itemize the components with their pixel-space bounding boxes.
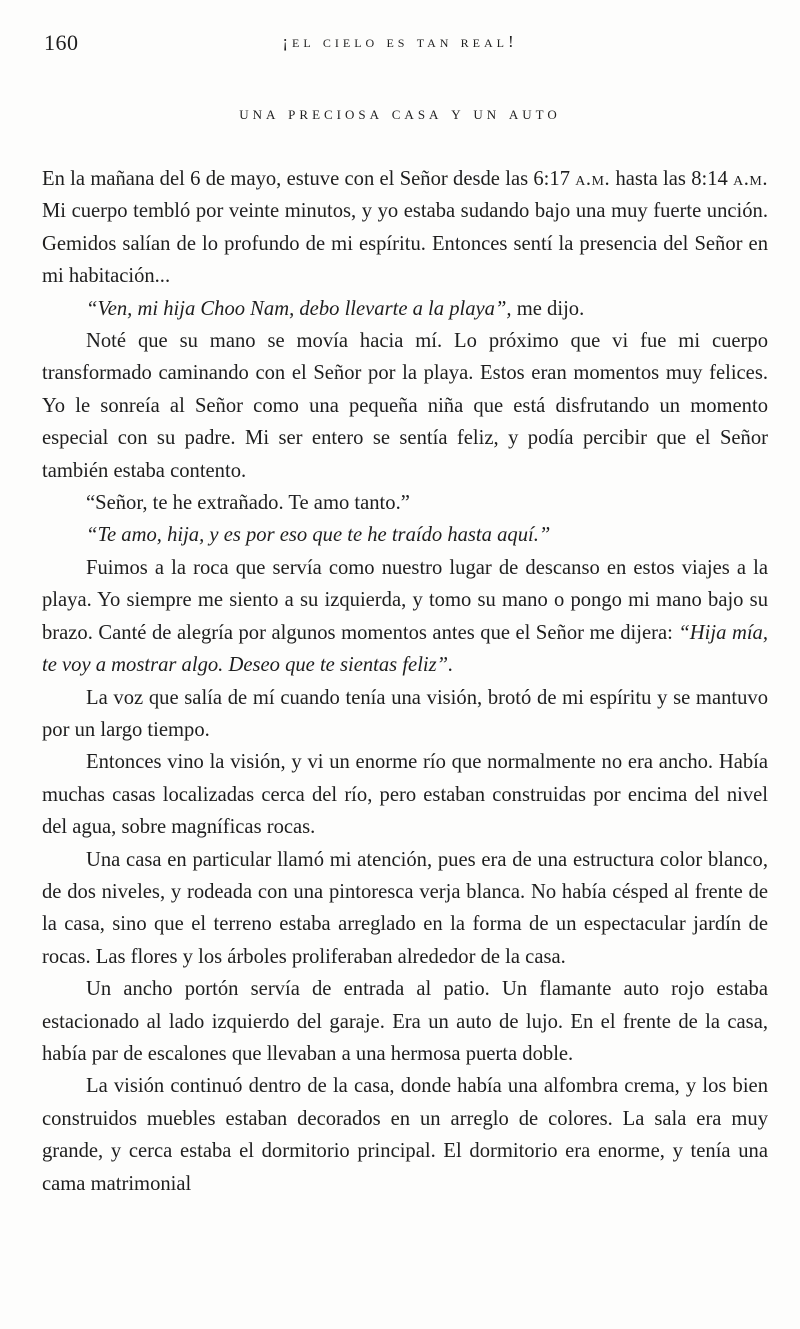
- paragraph: La voz que salía de mí cuando tenía una visión, brotó de mi espíritu y se mantuvo por un largo tiempo.: [42, 686, 768, 741]
- paragraph: [42, 163, 768, 293]
- time-abbrev: a.m.: [575, 168, 611, 190]
- italic-quote: “Hija mía, te voy a mostrar algo. Deseo que te sientas feliz”.: [42, 621, 768, 677]
- paragraph: Noté que su mano se movía hacia mí. Lo próximo que vi fue mi cuerpo transformado caminando con el Señor por la playa. Estos eran momentos muy felices. Yo le sonreía al Señor como una pequeña niña que está disfrutando un momento especial con su padre. Mi ser entero se sentía feliz, y podía percibir que el Señor también estaba contento.: [42, 330, 768, 482]
- section-title: una preciosa casa y un auto: [239, 103, 561, 124]
- paragraph-italic: “Te amo, hija, y es por eso que te he traído hasta aquí.”: [86, 524, 551, 547]
- paragraph: [42, 293, 768, 325]
- paragraph-text: Mi cuerpo tembló por veinte minutos, y yo estaba sudando bajo una muy fuerte unción. Gemidos salían de lo profundo de mi espíritu. Entonces sentí la presencia del Señor en mi habitación...: [42, 200, 768, 288]
- paragraph: Una casa en particular llamó mi atención, pues era de una estructura color blanco, de dos niveles, y rodeada con una pintoresca verja blanca. No había césped al frente de la casa, sino que el terreno estaba arreglado en la forma de un espectacular jardín de rocas. Las flores y los árboles proliferaban alrededor de la casa.: [42, 848, 768, 968]
- paragraph: [42, 552, 768, 682]
- paragraph: Entonces vino la visión, y vi un enorme río que normalmente no era ancho. Había muchas casas localizadas cerca del río, pero estaban construidas por encima del nivel del agua, sobre magníficas rocas.: [42, 751, 768, 839]
- paragraph-text: Fuimos a la roca que servía como nuestro lugar de descanso en estos viajes a la playa. Yo siempre me siento a su izquierda, y tomo su mano o pongo mi mano bajo su brazo. Canté de alegría por algunos momentos antes que el Señor me dijera:: [42, 556, 768, 644]
- paragraph-text: En la mañana del 6 de mayo, estuve con el Señor desde las 6:17: [42, 168, 576, 190]
- time-abbrev: a.m.: [733, 168, 768, 190]
- paragraph: “Señor, te he extrañado. Te amo tanto.”: [86, 492, 410, 515]
- paragraph: Un ancho portón servía de entrada al patio. Un flamante auto rojo estaba estacionado al lado izquierdo del garaje. Era un auto de lujo. En el frente de la casa, había par de escalones que llevaban a una hermosa puerta doble.: [42, 978, 768, 1065]
- running-head: [44, 22, 756, 62]
- italic-quote: “Ven, mi hija Choo Nam, debo llevarte a la playa”,: [86, 297, 512, 320]
- paragraph-text: me dijo.: [511, 297, 585, 320]
- page-number: 160: [44, 30, 79, 55]
- paragraph-text: hasta las 8:14: [610, 168, 734, 190]
- body-text: [42, 163, 768, 1200]
- paragraph: La visión continuó dentro de la casa, donde había una alfombra crema, y los bien construidos muebles estaban decorados en un arreglo de colores. La sala era muy grande, y cerca estaba el dormitorio principal. El dormitorio era enorme, y tenía una cama matrimonial: [42, 1075, 768, 1195]
- running-title: ¡el cielo es tan real!: [282, 32, 518, 51]
